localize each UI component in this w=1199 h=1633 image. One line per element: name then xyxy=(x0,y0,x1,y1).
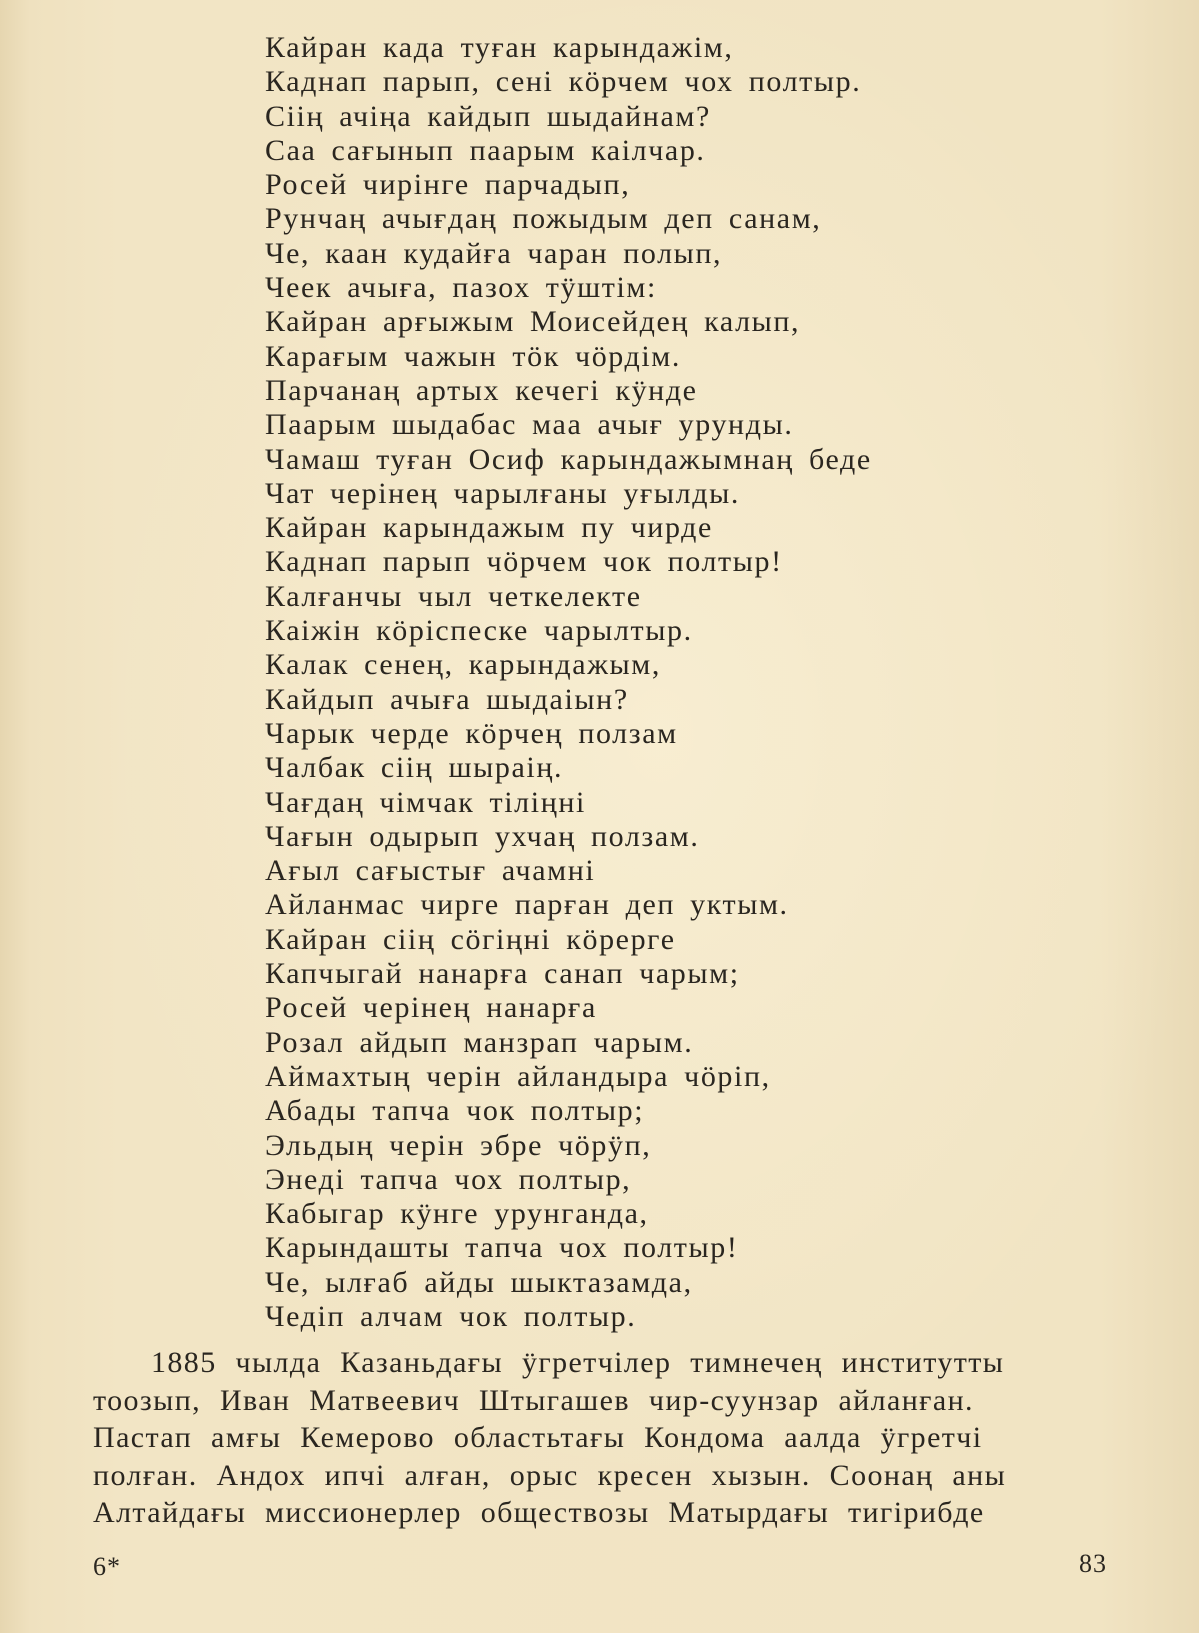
poem-line: Чат черінең чарылғаны уғылды. xyxy=(265,476,740,510)
poem-line: Ағыл сағыстығ ачамні xyxy=(265,854,596,888)
prose-paragraph xyxy=(93,1344,1093,1532)
poem-line: Абады тапча чок полтыр; xyxy=(265,1094,645,1128)
poem-line: Энеді тапча чох полтыр, xyxy=(265,1162,632,1196)
poem-line: Чағдаң чімчак тіліңні xyxy=(265,785,586,819)
poem-line: Чеек ачыға, пазох тӱштім: xyxy=(265,271,657,305)
poem-line: Саа сағынып паарым каілчар. xyxy=(265,133,706,167)
poem-line: Паарым шыдабас маа ачығ урунды. xyxy=(265,408,794,442)
poem-line: Росей черінең нанарға xyxy=(265,991,597,1025)
poem-line: Чедіп алчам чок полтыр. xyxy=(265,1299,637,1333)
page-number: 83 xyxy=(1079,1549,1107,1578)
poem-line: Кайран карындажым пу чирде xyxy=(265,511,713,545)
poem-line: Каіжін кӧріспеске чарылтыр. xyxy=(265,614,693,648)
prose-line: полған. Андох ипчі алған, орыс кресен хызын. Соонаң аны xyxy=(93,1458,1007,1492)
poem-line: Кайран арғыжым Моисейдең калып, xyxy=(265,305,801,339)
poem-line: Росей чирінге парчадып, xyxy=(265,168,631,202)
poem-line: Айланмас чирге парған деп уктым. xyxy=(265,888,789,922)
poem-line: Аймахтың черін айландыра чӧріп, xyxy=(265,1059,771,1093)
signature-mark: 6* xyxy=(93,1552,121,1581)
poem xyxy=(265,31,872,1334)
poem-line: Кайран када туған карындажім, xyxy=(265,31,734,64)
poem-line: Чағын одырып ухчаң ползам. xyxy=(265,819,700,853)
prose-line: тоозып, Иван Матвеевич Штыгашев чир-суунзар айланған. xyxy=(93,1383,974,1417)
poem-line: Парчанаң артых кечегі кӱнде xyxy=(265,373,698,407)
prose-line: Алтайдағы миссионерлер обществозы Матырдағы тигірибде xyxy=(93,1496,985,1529)
poem-line: Калғанчы чыл четкелекте xyxy=(265,579,642,613)
prose-line: 1885 чылда Казаньдағы ӱгретчілер тимнечең институтты xyxy=(151,1346,1005,1379)
poem-line: Сіің ачіңа кайдып шыдайнам? xyxy=(265,99,711,133)
poem-line: Чамаш туған Осиф карындажымнаң беде xyxy=(265,442,872,476)
prose-line: Пастап амғы Кемерово областьтағы Кондома аалда ӱгретчі xyxy=(93,1421,983,1454)
poem-line: Кайдып ачыға шыдаіын? xyxy=(265,682,629,716)
poem-line: Каднап парып чӧрчем чок полтыр! xyxy=(265,545,783,579)
poem-line: Чарык черде кӧрчең ползам xyxy=(265,716,678,750)
poem-line: Эльдың черін эбре чӧрӱп, xyxy=(265,1128,652,1162)
poem-line: Капчыгай нанарға санап чарым; xyxy=(265,957,740,991)
poem-line: Карағым чажын тӧк чӧрдім. xyxy=(265,339,681,373)
poem-line: Розал айдып манзрап чарым. xyxy=(265,1025,694,1059)
poem-line: Калак сенең, карындажым, xyxy=(265,648,661,682)
poem-line: Че, каан кудайға чаран полып, xyxy=(265,236,723,270)
poem-line: Че, ылғаб айды шыктазамда, xyxy=(265,1265,693,1299)
poem-line: Карындашты тапча чох полтыр! xyxy=(265,1231,739,1265)
poem-line: Рунчаң ачығдаң пожыдым деп санам, xyxy=(265,202,822,236)
poem-line: Чалбак сіің шыраің. xyxy=(265,751,564,785)
poem-line: Кайран сіің сӧгіңні кӧрерге xyxy=(265,922,676,956)
poem-line: Каднап парып, сені кӧрчем чох полтыр. xyxy=(265,65,862,99)
poem-line: Кабыгар кӱнге урунганда, xyxy=(265,1197,649,1231)
